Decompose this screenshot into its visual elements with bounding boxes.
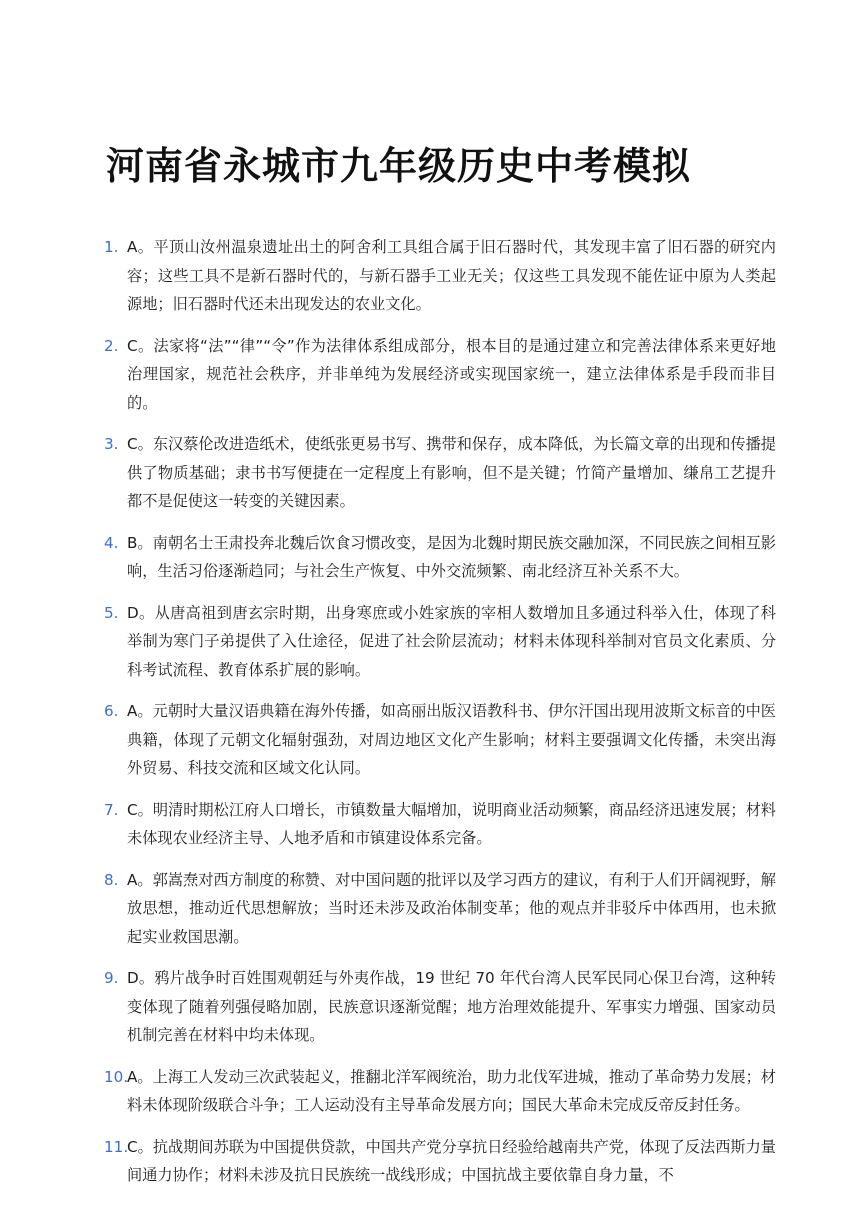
- answer-item-7: [104, 796, 776, 853]
- answer-number: 5.: [104, 603, 119, 622]
- answer-item-9: [104, 964, 776, 1050]
- answer-text: D。从唐高祖到唐玄宗时期，出身寒庶或小姓家族的宰相人数增加且多通过科举入仕，体现了科举制为寒门子弟提供了入仕途径，促进了社会阶层流动；材料未体现科举制对官员文化素质、分科考试流程、教育体系扩展的影响。: [127, 603, 776, 679]
- answer-text: C。抗战期间苏联为中国提供贷款，中国共产党分享抗日经验给越南共产党，体现了反法西斯力量间通力协作；材料未涉及抗日民族统一战线形成；中国抗战主要依靠自身力量，不: [127, 1137, 776, 1184]
- answer-item-1: [104, 233, 776, 319]
- answer-text: A。元朝时大量汉语典籍在海外传播，如高丽出版汉语教科书、伊尔汗国出现用波斯文标音的中医典籍，体现了元朝文化辐射强劲，对周边地区文化产生影响；材料主要强调文化传播，未突出海外贸易、科技交流和区域文化认同。: [127, 702, 776, 777]
- page-title: 河南省永城市九年级历史中考模拟: [106, 144, 692, 188]
- answer-text: A。郭嵩焘对西方制度的称赞、对中国问题的批评以及学习西方的建议，有利于人们开阔视野，解放思想，推动近代思想解放；当时还未涉及政治体制变革；他的观点并非驳斥中体西用，也未掀起实业救国思潮。: [127, 870, 776, 946]
- answer-number: 10.: [104, 1067, 129, 1086]
- answer-number: 3.: [104, 435, 119, 453]
- answer-number: 2.: [104, 336, 119, 355]
- answer-number: 7.: [104, 800, 119, 819]
- answer-item-2: [104, 332, 776, 418]
- answer-item-11: [104, 1133, 776, 1190]
- answer-number: 1.: [104, 238, 119, 256]
- answer-text: C。法家将“法”“律”“令”作为法律体系组成部分，根本目的是通过建立和完善法律体系来更好地治理国家，规范社会秩序，并非单纯为发展经济或实现国家统一，建立法律体系是手段而非目的。: [127, 336, 776, 412]
- answer-text: D。鸦片战争时百姓围观朝廷与外夷作战，19 世纪 70 年代台湾人民军民同心保卫台湾，这种转变体现了随着列强侵略加剧，民族意识逐渐觉醒；地方治理效能提升、军事实力增强、国家动员机制完善在材料中均未体现。: [127, 969, 776, 1044]
- answer-number: 4.: [104, 533, 119, 552]
- answer-number: 8.: [104, 870, 119, 889]
- answer-item-8: [104, 866, 776, 952]
- answer-item-5: [104, 599, 776, 685]
- answer-text: A。上海工人发动三次武装起义，推翻北洋军阀统治，助力北伐军进城，推动了革命势力发展；材料未体现阶级联合斗争；工人运动没有主导革命发展方向；国民大革命未完成反帝反封任务。: [127, 1067, 776, 1114]
- answer-number: 11.: [104, 1137, 129, 1156]
- answer-text: C。明清时期松江府人口增长，市镇数量大幅增加，说明商业活动频繁，商品经济迅速发展；材料未体现农业经济主导、人地矛盾和市镇建设体系完备。: [127, 800, 776, 847]
- answer-item-10: [104, 1063, 776, 1120]
- answer-text: B。南朝名士王肃投奔北魏后饮食习惯改变，是因为北魏时期民族交融加深，不同民族之间相互影响，生活习俗逐渐趋同；与社会生产恢复、中外交流频繁、南北经济互补关系不大。: [127, 533, 776, 580]
- answer-item-6: [104, 697, 776, 783]
- answer-text: C。东汉蔡伦改进造纸术，使纸张更易书写、携带和保存，成本降低，为长篇文章的出现和传播提供了物质基础；隶书书写便捷在一定程度上有影响，但不是关键；竹简产量增加、缣帛工艺提升都不是促使这一转变的关键因素。: [127, 435, 776, 510]
- answer-list: [104, 233, 776, 1203]
- answer-number: 9.: [104, 969, 119, 987]
- answer-text: A。平顶山汝州温泉遗址出土的阿舍利工具组合属于旧石器时代，其发现丰富了旧石器的研究内容；这些工具不是新石器时代的，与新石器手工业无关；仅这些工具发现不能佐证中原为人类起源地；旧石器时代还未出现发达的农业文化。: [127, 238, 776, 313]
- answer-number: 6.: [104, 702, 119, 720]
- answer-item-3: [104, 430, 776, 516]
- answer-item-4: [104, 529, 776, 586]
